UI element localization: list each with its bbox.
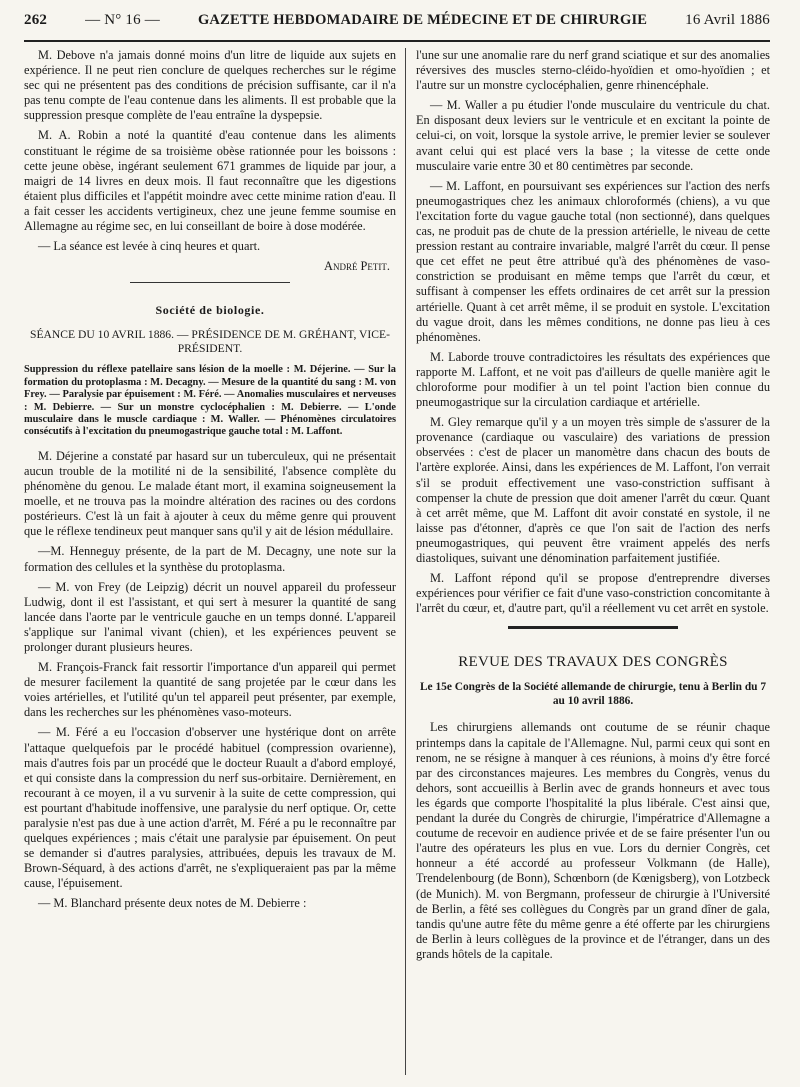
paragraph: Les chirurgiens allemands ont coutume de se réunir chaque printemps dans la capitale de l'Allemagne. Nul, parmi ceux qui sont en renom, ne se résigne à manquer à ces réunions, à moins d'y être forcé par des circonstances majeures. Les membres du Congrès, venus du dehors, sont accueillis à Berlin avec de grands honneurs et avec tous les égards que comporte l'hospitalité la plus libérale. C'est ainsi que, pendant la durée du Congrès de chirurgie, l'impératrice d'Allemagne a coutume de recevoir en audience privée et de se faire présenter l'un ou l'autre des opérateurs les plus en vue. Lors du dernier Congrès, cet honneur a été accordé au professeur Volkmann (de Halle), Trendelenbourg (de Bonn), Schœnborn (de Kœnigsberg), von Lotzbeck (de Munich). M. von Bergmann, professeur de chirurgie à l'Université de Berlin, a fêté ses collègues du Congrès par un grand dîner de gala, tandis qu'une autre fête du même genre a été offerte par les chirurgiens de Berlin à leurs collègues de la province et de l'étranger, dans un des grands hôtels de la capitale. (416, 720, 770, 961)
paragraph: M. A. Robin a noté la quantité d'eau contenue dans les aliments constituant le régime de sa troisième obèse rationnée pour les boissons : cette jeune obèse, ingérant seulement 671 grammes de liquide par jour, a maigri de 14 livres en deux mois. Il faut reconnaître que les digestions étaient plus difficiles et l'appétit moindre avec cette minime ration d'eau. Il a fait cesser les accidents vertigineux, chez une jeune femme soumise en Allemagne au régime sec, en lui conseillant de boire à dose modérée. (24, 128, 396, 234)
paragraph: M. Laborde trouve contradictoires les résultats des expériences que rapporte M. Laffont, et ne voit pas d'ailleurs de quelle manière agit le chloroforme pour modifier à un tel point l'action bien connue du pneumogastrique sur la circulation cardiaque et artérielle. (416, 349, 770, 410)
paragraph: M. François-Franck fait ressortir l'importance d'un appareil qui permet de mesurer facilement la quantité de sang projetée par le cœur dans les voies artérielles, et l'utilité qu'un tel appareil peut présenter, par exemple, dans les recherches sur les phénomènes vaso-moteurs. (24, 660, 396, 720)
congres-heading: Le 15e Congrès de la Société allemande de chirurgie, tenu à Berlin du 7 au 10 avril 1886. (419, 681, 767, 708)
issue-date: 16 Avril 1886 (685, 12, 770, 28)
page-header (24, 12, 770, 40)
issue-number: — N° 16 — (85, 12, 160, 28)
header-rule (24, 40, 770, 42)
page-number: 262 (24, 12, 48, 28)
session-summary: Suppression du réflexe patellaire sans lésion de la moelle : M. Déjerine. — Sur la formation du protoplasma : M. Decagny. — Mesure de la quantité du sang : M. von Frey. — Paralysie par épuisement : M. Féré. — Anomalies musculaires et nerveuses : M. Debierre. — Sur un monstre cyclocéphalien : M. Debierre. — L'onde musculaire dans le muscle cardiaque : M. Waller. — Phénomènes circulatoires consécutifs à l'excitation du pneumogastrique gauche total : M. Laffont. (24, 364, 396, 438)
paragraph: l'une sur une anomalie rare du nerf grand sciatique et sur des anomalies réversives des muscles sterno-cléido-hyoïdien et omo-hyoïdien ; et l'autre sur un monstre cyclocéphalien, genre rhinencéphale. (416, 48, 770, 93)
paragraph: M. Laffont répond qu'il se propose d'entreprendre diverses expériences pour vérifier ce fait d'une vaso-constriction concomitante à l'arrêt du cœur, et, d'autre part, qu'il a réellement vu cet arrêt en systole. (416, 571, 770, 616)
right-column (416, 48, 770, 1079)
section-divider (508, 626, 678, 629)
paragraph: — M. Blanchard présente deux notes de M. Debierre : (38, 896, 307, 911)
society-title: Société de biologie. (155, 303, 265, 318)
paragraph: — M. von Frey (de Leipzig) décrit un nouvel appareil du professeur Ludwig, dont il est l'assistant, et qui sert à mesurer la quantité de sang lancée dans l'aorte par le ventricule gauche en un temps donné. L'appareil s'applique sur l'animal vivant (chien), et les expériences peuvent se prolonger durant plusieurs heures. (24, 579, 396, 654)
left-column (24, 48, 396, 1079)
author-signature: André Petit. (324, 259, 390, 274)
section-divider (130, 282, 290, 283)
journal-title: GAZETTE HEBDOMADAIRE DE MÉDECINE ET DE CHIRURGIE (197, 12, 648, 28)
paragraph: — M. Laffont, en poursuivant ses expériences sur l'action des nerfs pneumogastriques chez les animaux chloroformés (chiens), a vu que l'excitation forte du vague gauche total (non sectionné), dans quelques cas, ne produit pas de chute de la pression artérielle, le niveau de cette pression restant au contraire invariable, malgré l'arrêt du cœur. Il pense que cet effet ne peut être attribué qu'à des phénomènes de vaso-constriction se produisant en même temps que l'arrêt du cœur, et suffisant à compenser les effets ordinaires de cet arrêt sur la pression artérielle. Quant à cet arrêt même, il se produit en systole. L'excitation du vague droit, dans les mêmes conditions, ne donne pas lieu à ces phénomènes. (416, 178, 770, 344)
seance-heading: SÉANCE DU 10 AVRIL 1886. — PRÉSIDENCE DE M. GRÉHANT, VICE-PRÉSIDENT. (30, 328, 390, 356)
paragraph: — M. Waller a pu étudier l'onde musculaire du ventricule du chat. En disposant deux leviers sur le ventricule et en excitant la pointe de celui-ci, on voit, lorsque la systole arrive, le premier levier se soulever avant celui qui est placé vers la base ; la vitesse de cette onde musculaire varie entre 30 et 80 centimètres par seconde. (416, 98, 770, 173)
revue-title: REVUE DES TRAVAUX DES CONGRÈS (458, 654, 728, 671)
paragraph: — M. Féré a eu l'occasion d'observer une hystérique dont on arrête l'attaque quelquefois par le procédé habituel (compression ovarienne), mais d'autres fois par un procédé que le docteur Ruault a d'abord employé, et qui consiste dans la compression du nerf sus-orbitaire. Dernièrement, en recourant à ce moyen, il a vu survenir à la suite de cette compression, qui est pourtant d'habitude inoffensive, une paralysie du nerf optique. Or, cette paralysie n'est pas due à une action d'arrêt, M. Féré a pu le reconnaître par quelques expériences ; mais c'était une paralysie par épuisement. On peut se demander si d'autres paralysies, attribuées, depuis les travaux de M. Brown-Séquard, à des actions d'arrêt, ne s'expliqueraient pas par la même cause, l'épuisement. (24, 725, 396, 891)
paragraph: M. Debove n'a jamais donné moins d'un litre de liquide aux sujets en expérience. Il ne peut rien conclure de quelques recherches sur le régime sec qui ne présentent pas des conditions de précision suffisante, car il n'a pas tenu compte de l'eau contenue dans les aliments. Il est probable que la suppression presque complète de l'eau entraîne la dyspepsie. (24, 48, 396, 123)
paragraph: — La séance est levée à cinq heures et quart. (38, 239, 261, 254)
paragraph: M. Déjerine a constaté par hasard sur un tuberculeux, qui ne présentait aucun trouble de la motilité ni de la sensibilité, l'absence complète du phénomène du genou. Le malade étant mort, il examina soigneusement la moelle, et ne trouva pas la moindre altération des racines ou des cordons postérieurs. C'est là un fait à ajouter à ceux du même genre qui prouvent que le réflexe tendineux peut manquer sans qu'il y ait de lésion médullaire. (24, 448, 396, 539)
paragraph: —M. Henneguy présente, de la part de M. Decagny, une note sur la formation des cellules et la synthèse du protoplasma. (24, 544, 396, 574)
paragraph: M. Gley remarque qu'il y a un moyen très simple de s'assurer de la provenance (cardiaque ou vasculaire) des variations de pression observées : c'est de placer un manomètre dans chacun des bouts de l'artère explorée. Ainsi, dans les expériences de M. Laffont, l'on verrait s'il se produit effectivement une vaso-constriction suffisant à compenser la chute de pression que doit amener l'arrêt du cœur. Quant à cet arrêt même, que M. Laffont dit avoir constaté en systole, il ne laisse pas d'étonner, d'après ce que l'on sait de l'action des nerfs pneumogastriques, qui peuvent être vraiment appelés des nerfs diastoliques, suivant une dénomination parfaitement justifiée. (416, 415, 770, 565)
column-divider (405, 48, 406, 1075)
